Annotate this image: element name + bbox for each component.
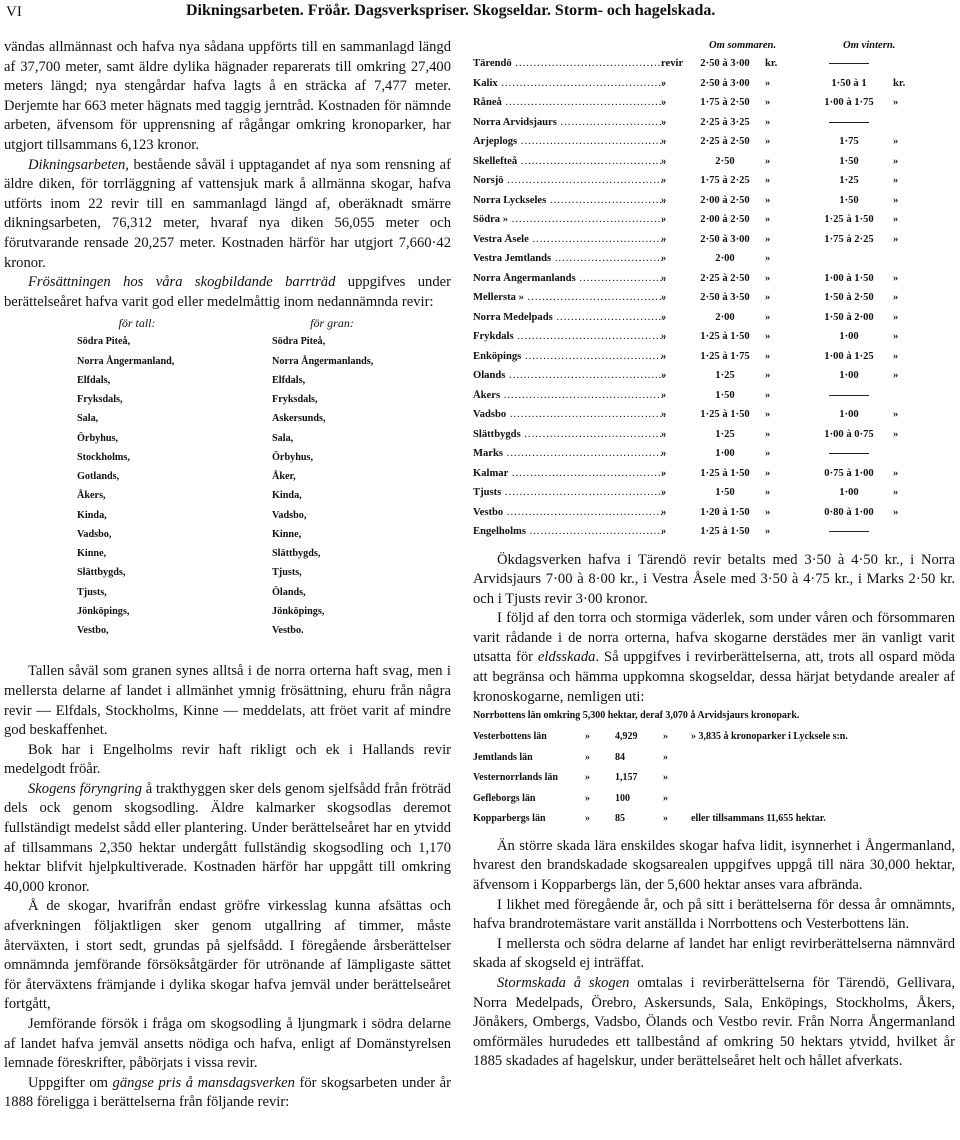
summer-wage: 1·25 à 1·50 xyxy=(700,409,750,420)
pine-list-item: Kinne, xyxy=(77,548,107,560)
unit-mark: » xyxy=(765,194,771,206)
summer-wage: 2·00 xyxy=(715,253,735,264)
ditching-lead: Dikningsarbeten, xyxy=(28,156,129,173)
pine-list-item: Norra Ångermanland, xyxy=(77,355,175,367)
revir-name: Arjeplogs ..... xyxy=(473,136,665,147)
paragraph-beech: Bok har i Engelholms revir haft rikligt och ek i Hallands revir medelgodt fröår. xyxy=(4,741,451,778)
running-head: Dikningsarbeten. Fröår. Dagsverkspriser. Skogseldar. Storm- och hagelskada. xyxy=(186,2,716,19)
unit-mark: » xyxy=(765,526,771,537)
paragraph-ox-days: Ökdagsverken hafva i Tärendö revir betalts med 3·50 à 4·50 kr., i Norra Arvidsjaurs 7·00 à 8·00 kr., i Vestra Åsele med 3·50 à 4·75 kr., i Marks 2·50 kr. och i Tjusts revir 3·00 kronor. xyxy=(473,551,955,607)
fire-lan: Gefleborgs län xyxy=(473,792,536,804)
unit-mark: » xyxy=(661,272,667,284)
unit-mark: » xyxy=(765,155,771,167)
wage-row xyxy=(473,484,955,504)
revir-name: Norra Ångermanlands ..... xyxy=(473,273,665,284)
unit-mark: » xyxy=(893,292,899,303)
summer-wage: 2·00 xyxy=(715,311,735,323)
unit-mark: » xyxy=(661,311,667,323)
wages-intro-b: för skogsarbeten under år 1888 föreligga i berättelserna från följande revir: xyxy=(4,1074,451,1111)
winter-wage: 0·75 à 1·00 xyxy=(824,467,874,479)
winter-wage: 0·80 à 1·00 xyxy=(824,506,874,518)
fire-a: » xyxy=(585,813,590,825)
revir-name: Tjusts ..... xyxy=(473,487,665,498)
fire-n: 1,157 xyxy=(615,772,638,784)
winter-wage: 1·25 à 1·50 xyxy=(824,214,874,225)
revir-name: Råneå ..... xyxy=(473,97,665,108)
paragraph-fire-wardens: I likhet med föregående år, och på sitt i berättelserna för dessa år omnämnts, hafva brandrotemästare varit anställda i Norrbottens och Vesterbottens län. xyxy=(473,896,955,933)
wage-table-header xyxy=(473,38,955,55)
spruce-list-item: Norra Ångermanlands, xyxy=(272,355,374,367)
spruce-list-item: Slättbygds, xyxy=(272,548,321,560)
pine-list-item: Åkers, xyxy=(77,490,106,502)
summer-wage: 1·20 à 1·50 xyxy=(700,506,750,518)
winter-wage: 1·50 à 1 xyxy=(831,77,867,89)
unit-mark: » xyxy=(661,506,667,518)
winter-wage: 1·00 xyxy=(839,487,859,498)
fire-a: » xyxy=(585,792,590,804)
paragraph-fences: vändas allmännast och hafva nya sådana uppförts till en sammanlagd längd af 37,700 meter, samt äldre dylika hägnader reparerats till omkring 27,400 meters längd; nya stengårdar hafva lagts å en sträcka af 7,477 meter. Derjemte har 663 meter hägnats med taggig jerntråd. Kostnaden för nämnde arbeten, äfvensom för upprensning af rågångar omkring kronoparker, har utgjort tillsammans 6,123 kronor. xyxy=(4,39,451,153)
unit-mark: » xyxy=(893,428,899,440)
revir-name: Marks ..... xyxy=(473,448,665,459)
revir-name: Norra Lyckseles ..... xyxy=(473,195,665,206)
summer-wage: 2·50 à 3·50 xyxy=(700,292,750,303)
unit-mark: » xyxy=(765,233,771,245)
fire-lan: Jemtlands län xyxy=(473,751,533,763)
summer-wage: 1·75 à 2·25 xyxy=(700,175,750,186)
wage-row xyxy=(473,153,955,173)
unit-mark: » xyxy=(661,155,667,167)
storm-lead: Stormskada å skogen xyxy=(497,974,630,991)
unit-mark: » xyxy=(765,409,771,420)
unit-mark: » xyxy=(765,331,771,342)
fire-b: » xyxy=(663,751,668,763)
summer-wage: 1·25 à 1·75 xyxy=(700,350,750,362)
winter-wage: 1·75 à 2·25 xyxy=(824,233,874,245)
pine-list-item: Jönköpings, xyxy=(77,605,130,617)
spruce-list xyxy=(272,316,472,640)
revir-name: Ölands ..... xyxy=(473,370,665,381)
fire-a: » xyxy=(585,772,590,784)
summer-wage: 1·25 xyxy=(715,370,735,381)
fire-row xyxy=(473,769,955,790)
unit-mark: kr. xyxy=(893,77,906,89)
unit-mark: » xyxy=(893,97,899,108)
unit-mark: » xyxy=(661,292,667,303)
wage-row xyxy=(473,172,955,192)
paragraph-pine-spruce: Tallen såväl som granen synes alltså i de norra orterna haft svag, men i mellersta delarne af landet i allmänhet ymnig frösättning, ehuru från några revir — Elfdals, Stockholms, Kinne — meddelats, att fröet varit af mindre god beskaffenhet. xyxy=(4,663,451,739)
unit-mark: » xyxy=(661,370,667,381)
fire-table xyxy=(473,710,955,831)
revir-name: Tärendö ..... xyxy=(473,58,665,69)
unit-mark: » xyxy=(661,487,667,498)
unit-mark: » xyxy=(765,175,771,186)
unit-mark: » xyxy=(893,409,899,420)
winter-wage: 1·00 xyxy=(839,409,859,420)
wage-row xyxy=(473,231,955,251)
right-column xyxy=(473,38,955,1072)
fire-extra: » 3,835 å kronoparker i Lycksele s:n. xyxy=(691,731,848,743)
pine-list-item: Kinda, xyxy=(77,509,107,521)
pine-list-item: Vadsbo, xyxy=(77,528,112,540)
pine-list-item: Gotlands, xyxy=(77,471,120,483)
wage-row xyxy=(473,504,955,524)
unit-mark: » xyxy=(893,214,899,225)
unit-mark: » xyxy=(661,526,667,537)
unit-mark: » xyxy=(661,233,667,245)
summer-wage: 1·25 à 1·50 xyxy=(700,467,750,479)
fire-table-head: Norrbottens län omkring 5,300 hektar, deraf 3,070 å Arvidsjaurs kronopark. xyxy=(473,710,800,722)
wage-row xyxy=(473,387,955,407)
wages-intro-a: Uppgifter om xyxy=(28,1074,113,1091)
unit-mark: » xyxy=(765,292,771,303)
fire-n: 85 xyxy=(615,813,625,825)
regeneration-lead: Skogens föryngring xyxy=(28,780,143,797)
spruce-list-item: Vadsbo, xyxy=(272,509,307,521)
fire-b: » xyxy=(663,792,668,804)
fire-a: » xyxy=(585,751,590,763)
summer-wage: 2·00 à 2·50 xyxy=(700,214,750,225)
spruce-list-item: Fryksdals, xyxy=(272,394,318,406)
storm-text: omtalas i revirberättelserna för Tärendö, Gellivara, Norra Medelpads, Örebro, Askersunds, Sala, Enköpings, Stockholms, Åkers, Jönåkers, Ombergs, Vadsbo, Ölands och Vestbo revir. Från Norra Ångermanland omförmäles hurudedes ett tallbestånd af omkring 50 hektars ytvidd, hvilket år 1885 skadades af hagelskur, under berättelseåret helt och hållet afverkats. xyxy=(473,974,955,1070)
unit-mark: » xyxy=(893,331,899,342)
summer-wage: 1·50 xyxy=(715,487,735,498)
spruce-list-item: Södra Piteå, xyxy=(272,336,326,348)
unit-mark: » xyxy=(765,370,771,381)
summer-wage: 1·25 xyxy=(715,428,735,440)
revir-name: Slättbygds ..... xyxy=(473,429,665,440)
paragraph-storm xyxy=(473,974,955,1072)
unit-mark: » xyxy=(661,409,667,420)
revir-name: Skellefteå ..... xyxy=(473,156,665,167)
winter-wage: 1·50 xyxy=(839,155,859,167)
page-header xyxy=(0,0,960,26)
empty-cell-rule xyxy=(829,63,869,64)
wage-row xyxy=(473,406,955,426)
summer-heading: Om sommaren. xyxy=(709,40,777,51)
revir-name: Vestbo ..... xyxy=(473,507,665,518)
unit-mark: » xyxy=(661,116,667,128)
empty-cell-rule xyxy=(829,122,869,123)
unit-mark: » xyxy=(893,467,899,479)
spruce-list-item: Sala, xyxy=(272,432,294,444)
paragraph-private-forest: Än större skada lära enskildes skogar hafva lidit, isynnerhet i Ångermanland, hvarest den brandskadade skogsarealen uppgifves uppgå till nära 30,000 hektar, äfvensom i Kopparbergs län, der 5,600 hektar anses vara afbrända. xyxy=(473,837,955,893)
winter-wage xyxy=(809,117,889,128)
spruce-list-item: Jönköpings, xyxy=(272,605,325,617)
unit-mark: » xyxy=(893,136,899,147)
winter-wage xyxy=(809,448,889,459)
summer-wage: 1·75 à 2·50 xyxy=(700,97,750,108)
unit-mark: » xyxy=(765,214,771,225)
unit-mark: » xyxy=(893,506,899,518)
winter-wage: 1·00 à 1·50 xyxy=(824,272,874,284)
spruce-list-item: Tjusts, xyxy=(272,567,302,579)
spruce-list-item: Askersunds, xyxy=(272,413,326,425)
left-column xyxy=(4,38,451,1113)
unit-mark: » xyxy=(765,97,771,108)
revir-name: Södra » ..... xyxy=(473,214,665,225)
unit-mark: » xyxy=(765,350,771,362)
unit-mark: » xyxy=(765,428,771,440)
unit-mark: » xyxy=(765,467,771,479)
fire-n: 100 xyxy=(615,792,630,804)
unit-mark: revir xyxy=(661,58,684,69)
revir-name: Norsjö ..... xyxy=(473,175,665,186)
pine-list-item: Sala, xyxy=(77,413,99,425)
page-number: VI xyxy=(6,4,22,20)
unit-mark: » xyxy=(661,97,667,108)
winter-wage: 1·00 à 1·75 xyxy=(824,97,874,108)
fire-row xyxy=(473,728,955,749)
winter-wage xyxy=(809,526,889,537)
spruce-list-item: Elfdals, xyxy=(272,374,306,386)
spruce-list-item: Kinda, xyxy=(272,490,302,502)
unit-mark: » xyxy=(893,233,899,245)
summer-wage: 2·00 à 2·50 xyxy=(700,194,750,206)
paragraph-wages-intro xyxy=(4,1074,451,1113)
unit-mark: » xyxy=(661,389,667,401)
unit-mark: » xyxy=(661,428,667,440)
summer-wage: 2·50 à 3·00 xyxy=(700,233,750,245)
fire-row xyxy=(473,749,955,770)
summer-wage: 1·00 xyxy=(715,448,735,459)
wage-row xyxy=(473,250,955,270)
summer-wage: 1·25 à 1·50 xyxy=(700,331,750,342)
fire-b: » xyxy=(663,772,668,784)
wage-row xyxy=(473,309,955,329)
unit-mark: » xyxy=(661,214,667,225)
spruce-list-item: Kinne, xyxy=(272,528,302,540)
fire-lan: Vesterbottens län xyxy=(473,731,547,743)
unit-mark: » xyxy=(893,272,899,284)
summer-wage: 1·50 xyxy=(715,389,735,401)
empty-cell-rule xyxy=(829,453,869,454)
spruce-list-item: Örbyhus, xyxy=(272,451,314,463)
pine-list-item: Södra Piteå, xyxy=(77,336,131,348)
revir-name: Engelholms ..... xyxy=(473,526,665,537)
fire-row xyxy=(473,790,955,811)
wages-intro-italic: gängse pris å mansdagsverken xyxy=(112,1074,295,1091)
wage-row xyxy=(473,348,955,368)
unit-mark: » xyxy=(765,389,771,401)
regeneration-text: å trakthyggen sker dels genom sjelfsådd från fröträd dels ock genom skogsodling. Äldre kalmarker skogsodlas deremot fullständigt medelst sådd eller plantering. Under berättelseåret har en ytvidd af tillsammans 2,350 hektar undergått fullständig skogsodling och 1,170 hektar blifvit hjelpkultiverade. Kostnaden härför har uppgått till omkring 40,000 kronor. xyxy=(4,780,451,895)
wage-row xyxy=(473,133,955,153)
revir-name: Vestra Åsele ..... xyxy=(473,234,665,245)
spruce-list-item: Åker, xyxy=(272,471,296,483)
revir-name: Vestra Jemtlands ..... xyxy=(473,253,665,264)
winter-wage: 1·00 à 0·75 xyxy=(824,428,874,440)
pine-list-item: Slättbygds, xyxy=(77,567,126,579)
wage-row xyxy=(473,114,955,134)
unit-mark: » xyxy=(765,506,771,518)
wage-row xyxy=(473,426,955,446)
pine-list-item: Örbyhus, xyxy=(77,432,119,444)
winter-wage xyxy=(809,58,889,69)
winter-wage: 1·75 xyxy=(839,136,859,147)
wage-row xyxy=(473,192,955,212)
paragraph-regeneration xyxy=(4,780,451,898)
unit-mark: » xyxy=(661,77,667,89)
fire-lan: Kopparbergs län xyxy=(473,813,546,825)
pine-list-item: Elfdals, xyxy=(77,374,111,386)
pine-list-item: Fryksdals, xyxy=(77,394,123,406)
paragraph-thinning: Å de skogar, hvarifrån endast gröfre virkesslag kunna afsättas och afverkningen följaktligen sker genom utgallring af timmer, måste återväxten, i stort sedt, grundas på sjelfsådd. I föregående årsberättelser omnämnda jemförande försöksåtgärder för utrönande af lämpligaste sättet för återväxtens främjande i dylika skogar hafva jemväl under berättelseåret fortgått, xyxy=(4,898,451,1013)
pine-list-item: Stockholms, xyxy=(77,451,130,463)
winter-wage: 1·00 xyxy=(839,331,859,342)
seed-text: uppgifves under berättelseåret hafva varit god eller medelmåttig inom nedannämnda revir: xyxy=(4,274,451,310)
unit-mark: » xyxy=(893,311,899,323)
winter-wage: 1·50 xyxy=(839,194,859,206)
winter-wage: 1·25 xyxy=(839,175,859,186)
paragraph-fire xyxy=(473,609,955,707)
wage-row xyxy=(473,523,955,543)
revir-name: Mellersta » ..... xyxy=(473,292,665,303)
unit-mark: » xyxy=(893,175,899,186)
summer-wage: 1·25 à 1·50 xyxy=(700,526,750,537)
wage-table xyxy=(473,38,955,543)
wage-row xyxy=(473,211,955,231)
fire-row xyxy=(473,810,955,831)
wage-row xyxy=(473,367,955,387)
winter-wage: 1·50 à 2·00 xyxy=(824,311,874,323)
seed-lead: Frösättningen hos våra skogbildande barrträd xyxy=(28,274,336,291)
pine-list-item: Vestbo, xyxy=(77,625,109,637)
winter-heading: Om vintern. xyxy=(843,40,896,51)
unit-mark: » xyxy=(661,448,667,459)
wage-row xyxy=(473,75,955,95)
unit-mark: » xyxy=(893,350,899,362)
fire-text-b: . Så uppgifves i revirberättelserna, att, trots all ospard möda att begränsa och hämma uppkomna skogseldar, dessa härjat betydande arealer af kronoskogarne, nemligen uti: xyxy=(473,649,955,705)
unit-mark: » xyxy=(765,253,771,264)
fire-n: 4,929 xyxy=(615,731,638,743)
revir-name: Norra Medelpads ..... xyxy=(473,312,665,323)
revir-name: Enköpings ..... xyxy=(473,351,665,362)
revir-name: Kalix ..... xyxy=(473,78,665,89)
unit-mark: » xyxy=(765,448,771,459)
paragraph-seed xyxy=(4,273,451,312)
revir-name: Åkers ..... xyxy=(473,390,665,401)
paragraph-ditching xyxy=(4,156,451,274)
pine-list-item: Tjusts, xyxy=(77,586,107,598)
wage-row xyxy=(473,55,955,75)
seed-revir-lists xyxy=(4,316,451,656)
pine-list-heading: för tall: xyxy=(118,316,156,331)
winter-wage: 1·00 xyxy=(839,370,859,381)
unit-mark: » xyxy=(893,194,899,206)
unit-mark: » xyxy=(893,487,899,498)
unit-mark: » xyxy=(893,370,899,381)
pine-list xyxy=(77,316,277,640)
winter-wage: 1·00 à 1·25 xyxy=(824,350,874,362)
empty-cell-rule xyxy=(829,531,869,532)
spruce-list-heading: för gran: xyxy=(310,316,354,331)
revir-name: Kalmar ..... xyxy=(473,468,665,479)
unit-mark: » xyxy=(661,350,667,362)
unit-mark: » xyxy=(661,175,667,186)
unit-mark: » xyxy=(661,253,667,264)
unit-mark: » xyxy=(765,311,771,323)
unit-mark: » xyxy=(661,331,667,342)
ditching-text: bestående såväl i upptagandet af nya som rensning af äldre diken, för torrläggning af vattensjuk mark å allmänna skogar, hafva utförts inom 22 revir till en sammanlagd längd af, oberäknadt smärre dikningsarbeten, 76,312 meter, hvaraf nya diken 56,055 meter och förutvarande rensade 20,257 meter. Kostnaden härför har utgjort 7,660·42 kronor. xyxy=(4,156,451,271)
fire-b: » xyxy=(663,731,668,743)
revir-name: Vadsbo ..... xyxy=(473,409,665,420)
empty-cell-rule xyxy=(829,395,869,396)
fire-lan: Vesternorrlands län xyxy=(473,772,558,784)
wage-row xyxy=(473,465,955,485)
summer-wage: 2·25 à 2·50 xyxy=(700,136,750,147)
winter-wage xyxy=(809,390,889,401)
paragraph-south: I mellersta och södra delarne af landet har enligt revirberättelserna nämnvärd skada af skogseld ej inträffat. xyxy=(473,935,955,972)
wage-row xyxy=(473,94,955,114)
wage-row xyxy=(473,289,955,309)
revir-name: Frykdals ..... xyxy=(473,331,665,342)
unit-mark: » xyxy=(661,194,667,206)
fire-n: 84 xyxy=(615,751,625,763)
unit-mark: » xyxy=(893,155,899,167)
unit-mark: » xyxy=(765,136,771,147)
summer-wage: 2·25 à 3·25 xyxy=(700,116,750,128)
paragraph-heath: Jemförande försök i fråga om skogsodling å ljungmark i södra delarne af landet hafva jemväl ansetts nödiga och hafva, enligt af Domänstyrelsen lemnade föreskrifter, påbörjats i vissa revir. xyxy=(4,1016,451,1072)
fire-italic: eldsskada xyxy=(537,649,596,666)
unit-mark: » xyxy=(765,77,771,89)
summer-wage: 2·50 à 3·00 xyxy=(700,58,750,69)
unit-mark: » xyxy=(661,467,667,479)
summer-wage: 2·25 à 2·50 xyxy=(700,272,750,284)
summer-wage: 2·50 xyxy=(715,155,735,167)
unit-mark: » xyxy=(765,487,771,498)
winter-wage: 1·50 à 2·50 xyxy=(824,292,874,303)
unit-mark: » xyxy=(765,116,771,128)
wage-row xyxy=(473,445,955,465)
fire-extra: eller tillsammans 11,655 hektar. xyxy=(691,813,826,825)
revir-name: Norra Arvidsjaurs ..... xyxy=(473,117,665,128)
wage-row xyxy=(473,270,955,290)
unit-mark: » xyxy=(765,272,771,284)
fire-b: » xyxy=(663,813,668,825)
spruce-list-item: Vestbo. xyxy=(272,625,304,637)
fire-text-a: I följd af den torra och stormiga väderlek, som under våren och försommaren varit rådande i de norra orterna, hafva skogarne derstädes mer än vanligt varit utsatta för xyxy=(473,610,955,666)
fire-a: » xyxy=(585,731,590,743)
unit-mark: » xyxy=(661,136,667,147)
wage-row xyxy=(473,328,955,348)
summer-wage: 2·50 à 3·00 xyxy=(700,77,750,89)
unit-mark: kr. xyxy=(765,58,778,69)
spruce-list-item: Ölands, xyxy=(272,586,306,598)
